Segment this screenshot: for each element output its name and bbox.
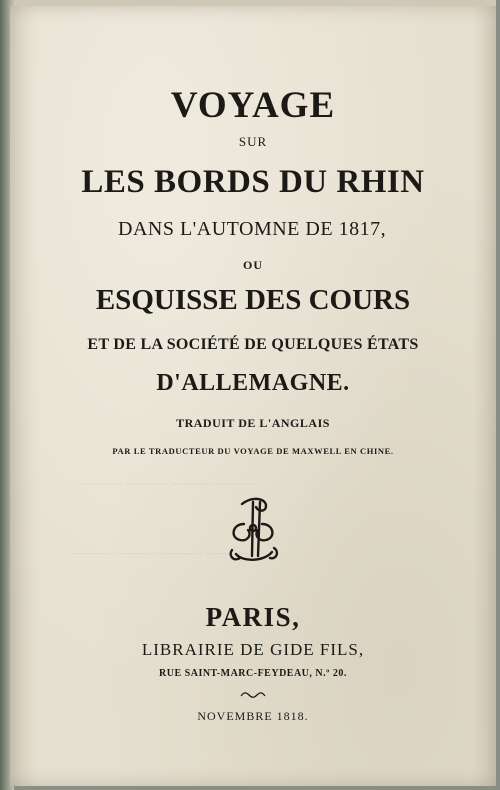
subtitle-line-2: ET DE LA SOCIÉTÉ DE QUELQUES ÉTATS [87,336,419,353]
show-through: ——— ——— ——— ——— [70,546,249,561]
subtitle-line-3: D'ALLEMAGNE. [156,370,350,396]
subtitle-line-1: ESQUISSE DES COURS [95,284,411,316]
imprint-address: RUE SAINT-MARC-FEYDEAU, N.º 20. [159,668,347,679]
title-sur: SUR [238,134,268,149]
title: VOYAGE [170,85,336,126]
imprint-city: PARIS, [205,602,301,632]
tilde-ornament-icon [240,692,266,698]
title-season: DANS L'AUTOMNE DE 1817, [118,218,387,240]
show-through: ——— ——— ——— ——— [80,476,259,491]
imprint-publisher: LIBRAIRIE DE GIDE FILS, [141,640,365,659]
title-ou: OU [243,258,263,272]
translation-note: TRADUIT DE L'ANGLAIS [176,416,330,430]
imprint-date: NOVEMBRE 1818. [197,709,309,723]
title-page [10,6,496,786]
monogram-icon [222,494,284,566]
title-subject: LES BORDS DU RHIN [81,164,425,200]
translator-credit: PAR LE TRADUCTEUR DU VOYAGE DE MAXWELL EN CHINE. [112,446,394,456]
